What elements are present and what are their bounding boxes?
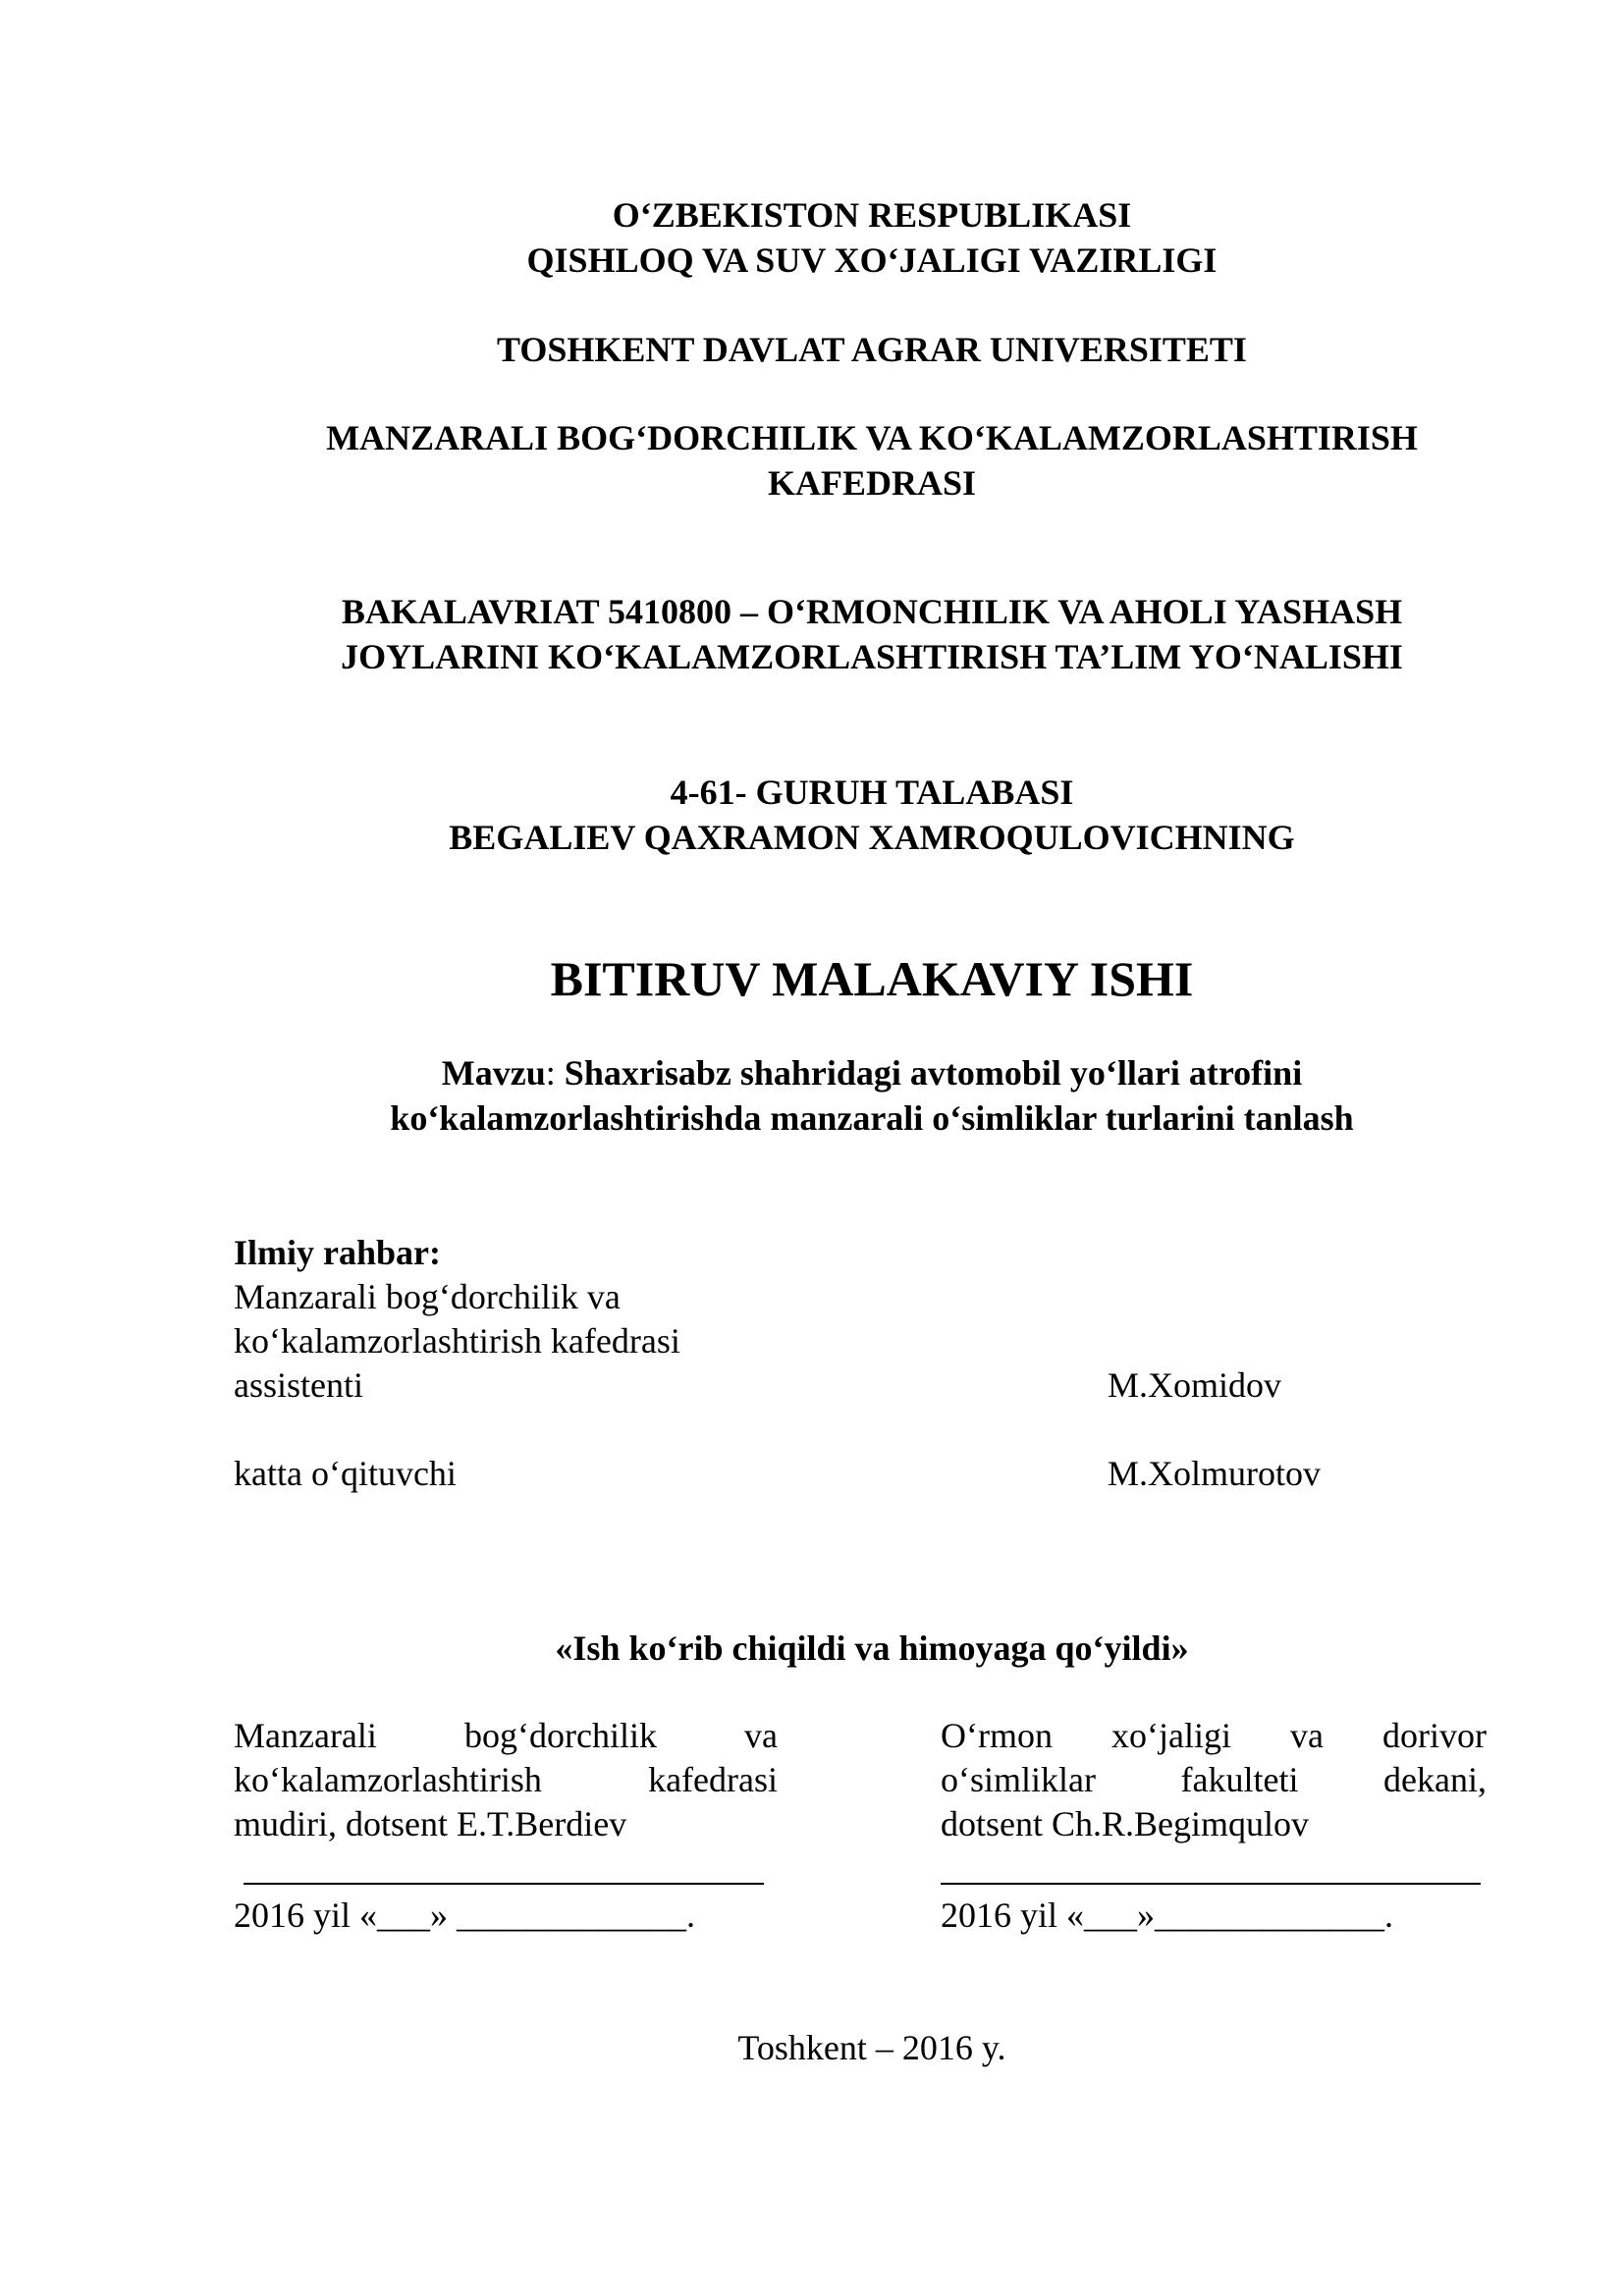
word: kafedrasi bbox=[648, 1760, 778, 1799]
supervisor-heading: Ilmiy rahbar: bbox=[234, 1233, 441, 1272]
ministry-name: QISHLOQ VA SUV XO‘JALIGI VAZIRLIGI bbox=[526, 240, 1218, 280]
program-line2: JOYLARINI KO‘KALAMZORLASHTIRISH TA’LIM YO‘NALISHI bbox=[341, 637, 1403, 676]
approval-left-line1 bbox=[234, 1714, 778, 1758]
approval-right-line2 bbox=[941, 1758, 1487, 1802]
supervisor-role-2: katta o‘qituvchi bbox=[234, 1454, 457, 1493]
topic-label: Mavzu bbox=[441, 1053, 546, 1093]
topic-line1 bbox=[234, 1050, 1510, 1095]
student-name: BEGALIEV QAXRAMON XAMROQULOVICHNING bbox=[449, 818, 1295, 857]
student-block bbox=[234, 770, 1510, 860]
place-year: Toshkent – 2016 y. bbox=[737, 2028, 1006, 2067]
university-header bbox=[234, 327, 1510, 372]
approval-right-column bbox=[941, 1714, 1487, 1846]
word: bog‘dorchilik bbox=[463, 1716, 657, 1755]
university-name: TOSHKENT DAVLAT AGRAR UNIVERSITETI bbox=[497, 330, 1247, 369]
word: Manzarali bbox=[234, 1716, 377, 1755]
head-of-department: mudiri, dotsent E.T.Berdiev bbox=[234, 1804, 627, 1843]
supervisor-dept-line2: ko‘kalamzorlashtirish kafedrasi bbox=[234, 1321, 680, 1361]
department-name-line2: KAFEDRASI bbox=[767, 463, 977, 503]
program-block bbox=[234, 589, 1510, 679]
topic-text-line2: ko‘kalamzorlashtirishda manzarali o‘simliklar turlarini tanlash bbox=[390, 1098, 1354, 1138]
approval-left-line2 bbox=[234, 1758, 778, 1802]
topic-block bbox=[234, 1050, 1510, 1141]
program-line1: BAKALAVRIAT 5410800 – O‘RMONCHILIK VA AHOLI YASHASH bbox=[341, 592, 1403, 631]
approval-left-column bbox=[234, 1714, 778, 1846]
department-name-line1: MANZARALI BOG‘DORCHILIK VA KO‘KALAMZORLASHTIRISH bbox=[326, 418, 1418, 457]
student-group: 4-61- GURUH TALABASI bbox=[670, 773, 1074, 812]
word: va bbox=[1290, 1716, 1324, 1755]
supervisor-role-1: assistenti bbox=[234, 1365, 363, 1405]
signature-line-right bbox=[941, 1883, 1481, 1885]
approval-left-date: 2016 yil «___» _____________. bbox=[234, 1896, 696, 1935]
word: xo‘jaligi bbox=[1111, 1716, 1231, 1755]
word: o‘simliklar bbox=[941, 1760, 1096, 1799]
word: dekani, bbox=[1383, 1760, 1487, 1799]
ministry-header bbox=[234, 192, 1510, 283]
supervisor-name-1: M.Xomidov bbox=[1108, 1365, 1282, 1405]
supervisor-name-2: M.Xolmurotov bbox=[1108, 1454, 1322, 1493]
word: ko‘kalamzorlashtirish bbox=[234, 1760, 542, 1799]
document-title-block bbox=[234, 949, 1510, 1008]
signature-line-left bbox=[244, 1883, 764, 1885]
dean: dotsent Ch.R.Begimqulov bbox=[941, 1804, 1310, 1843]
approval-heading: «Ish ko‘rib chiqildi va himoyaga qo‘yildi» bbox=[555, 1629, 1189, 1668]
topic-colon: : bbox=[545, 1053, 556, 1093]
topic-text-line1: Shaxrisabz shahridagi avtomobil yo‘llari atrofini bbox=[555, 1053, 1303, 1093]
approval-right-date: 2016 yil «___»_____________. bbox=[941, 1896, 1394, 1935]
approval-heading-block bbox=[234, 1626, 1510, 1671]
word: dorivor bbox=[1382, 1716, 1487, 1755]
document-title: BITIRUV MALAKAVIY ISHI bbox=[550, 951, 1194, 1006]
approval-right-line3 bbox=[941, 1802, 1487, 1846]
word: fakulteti bbox=[1180, 1760, 1299, 1799]
word: O‘rmon bbox=[941, 1716, 1053, 1755]
department-header bbox=[234, 415, 1510, 506]
approval-right-line1 bbox=[941, 1714, 1487, 1758]
supervisor-dept-line1: Manzarali bog‘dorchilik va bbox=[234, 1277, 621, 1316]
word: va bbox=[744, 1716, 778, 1755]
country-name: O‘ZBEKISTON RESPUBLIKASI bbox=[612, 195, 1132, 235]
approval-left-line3 bbox=[234, 1802, 778, 1846]
